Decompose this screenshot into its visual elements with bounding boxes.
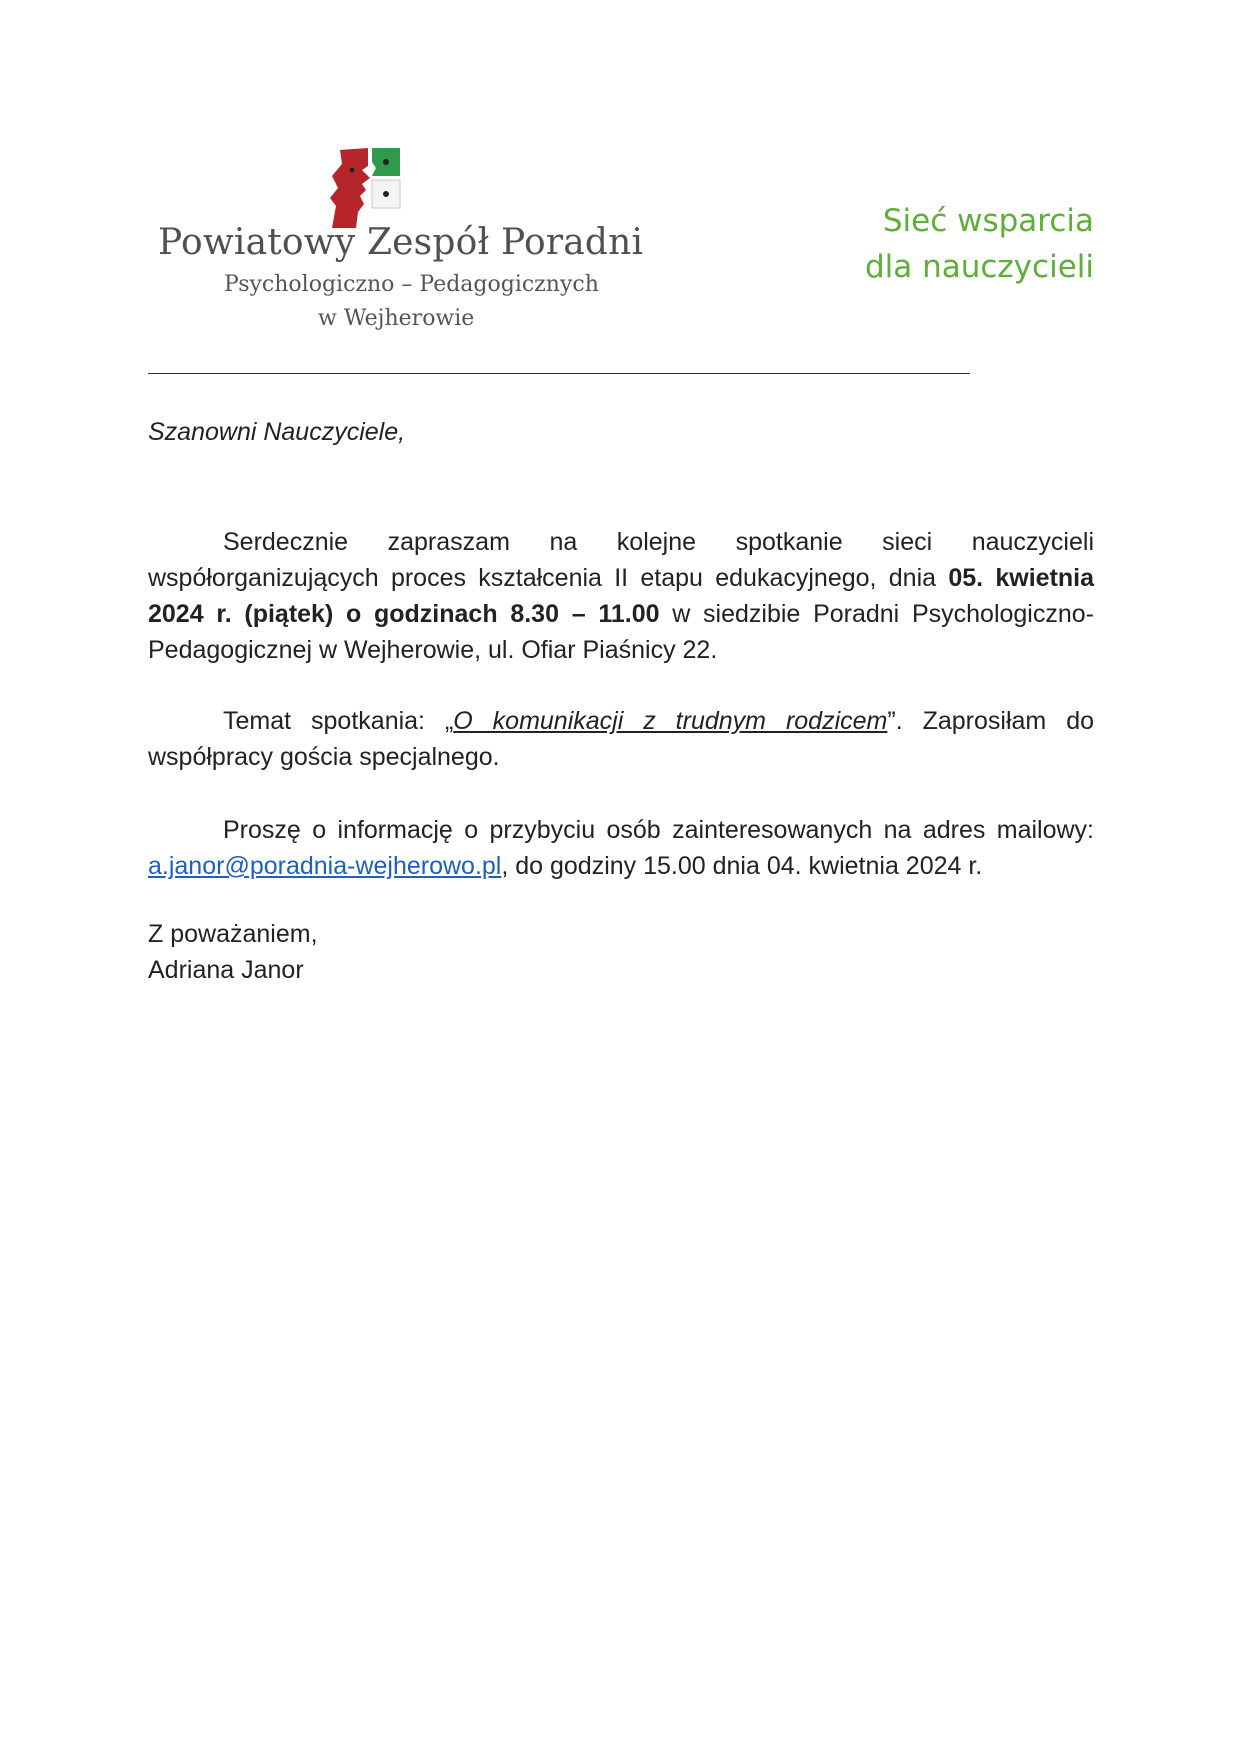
logo-subtitle: Psychologiczno – Pedagogicznych <box>224 272 599 297</box>
email-link[interactable]: a.janor@poradnia-wejherowo.pl <box>148 852 502 880</box>
closing-phrase: Z poważaniem, <box>148 920 318 948</box>
rsvp-deadline: , do godziny 15.00 dnia 04. kwietnia 2024 r. <box>501 852 983 880</box>
network-heading <box>865 198 1094 290</box>
network-heading-line1: Sieć wsparcia <box>882 203 1094 239</box>
invitation-paragraph <box>148 524 1094 668</box>
logo-faces-icon <box>328 146 418 230</box>
letter-greeting: Szanowni Nauczyciele, <box>148 418 406 446</box>
network-heading-line2: dla nauczycieli <box>864 249 1094 285</box>
guest-note: ”. Zaprosiłam do współpracy gościa specjalnego. <box>148 707 1095 771</box>
rsvp-text: Proszę o informację o przybyciu osób zainteresowanych na adres mailowy: <box>223 816 1094 844</box>
logo-title: Powiatowy Zespół Poradni <box>158 222 644 263</box>
logo-location: w Wejherowie <box>318 306 475 331</box>
topic-paragraph <box>148 703 1094 775</box>
letter-closing <box>148 916 318 988</box>
meeting-date-time: 05. kwietnia 2024 r. (piątek) o godzinach 8.30 – 11.00 <box>148 564 1094 628</box>
meeting-topic: O komunikacji z trudnym rodzicem <box>453 707 888 735</box>
meeting-location: w siedzibie Poradni Psychologiczno-Pedagogicznej w Wejherowie, ul. Ofiar Piaśnicy 22. <box>148 600 1094 664</box>
signature-name: Adriana Janor <box>148 956 304 984</box>
invitation-text: Serdecznie zapraszam na kolejne spotkanie sieci nauczycieli współorganizujących proces kształcenia II etapu edukacyjnego, dnia <box>148 528 1094 592</box>
header-divider <box>148 373 970 374</box>
topic-label: Temat spotkania: „ <box>223 707 454 735</box>
rsvp-paragraph <box>148 812 1094 884</box>
institution-logo <box>158 146 644 336</box>
